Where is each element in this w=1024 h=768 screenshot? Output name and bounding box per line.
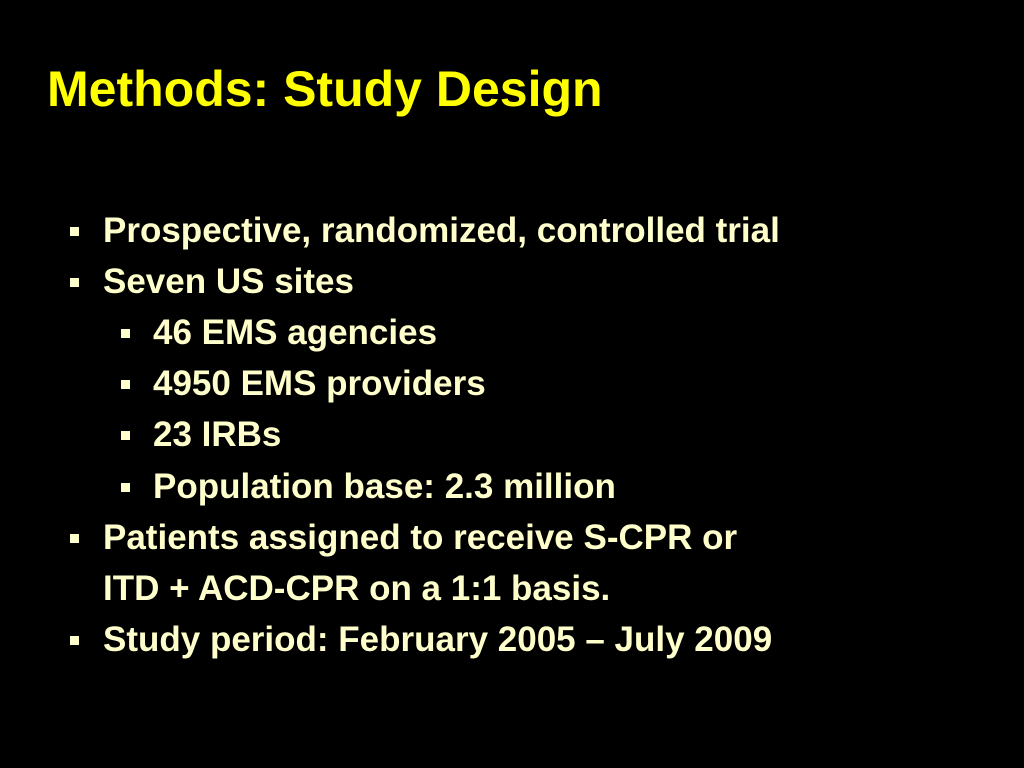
square-bullet-icon: [121, 329, 130, 338]
bullet-text: Prospective, randomized, controlled trial: [103, 211, 780, 250]
slide-title: Methods: Study Design: [47, 61, 603, 117]
sub-bullet-text: 46 EMS agencies: [153, 313, 438, 352]
square-bullet-icon: [70, 227, 79, 236]
sub-bullet-text: 4950 EMS providers: [153, 364, 486, 403]
bullet-text: Seven US sites: [103, 262, 354, 301]
bullet-text-continuation: ITD + ACD-CPR on a 1:1 basis.: [103, 569, 611, 608]
bullet-text: Study period: February 2005 – July 2009: [103, 620, 773, 659]
square-bullet-icon: [70, 636, 79, 645]
bullet-text: Patients assigned to receive S-CPR or: [103, 518, 738, 557]
sub-bullet-text: 23 IRBs: [153, 415, 282, 454]
sub-bullet-text: Population base: 2.3 million: [153, 467, 616, 506]
square-bullet-icon: [121, 483, 130, 492]
square-bullet-icon: [70, 278, 79, 287]
square-bullet-icon: [121, 380, 130, 389]
square-bullet-icon: [70, 534, 79, 543]
square-bullet-icon: [121, 431, 130, 440]
